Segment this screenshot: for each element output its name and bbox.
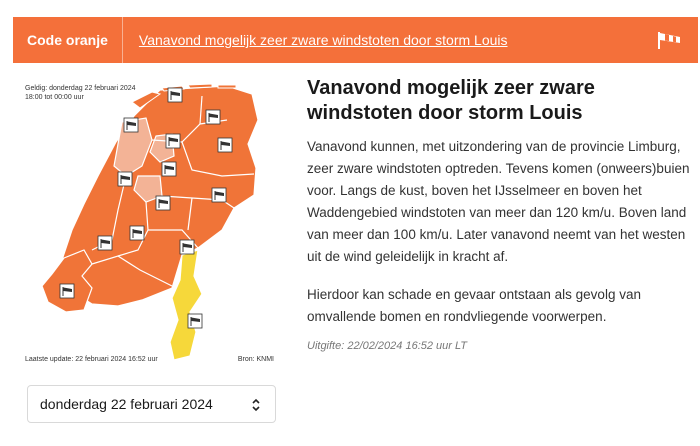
windsock-icon	[166, 134, 180, 148]
windsock-icon	[168, 88, 182, 102]
warning-article	[307, 76, 692, 352]
windsock-icon	[98, 236, 112, 250]
article-paragraph-1: Vanavond kunnen, met uitzondering van de provincie Limburg, zeer zware windstoten optreden. Tevens komen (onweers)buien voor. Langs de kust, boven het IJsselmeer en boven het Waddengebied windstoten van meer dan 120 km/u. Boven land van meer dan 100 km/u. Later vanavond neemt van het westen uit de wind geleidelijk in kracht af.	[307, 139, 690, 264]
windsock-icon	[162, 162, 176, 176]
warning-level-badge: Code oranje	[13, 17, 123, 63]
warning-banner	[13, 17, 698, 63]
windsock-icon	[656, 30, 682, 50]
warning-headline-link[interactable]: Vanavond mogelijk zeer zware windstoten door storm Louis	[138, 32, 508, 48]
article-title: Vanavond mogelijk zeer zware windstoten door storm Louis	[307, 77, 595, 124]
region-zeeland	[42, 250, 92, 312]
windsock-icon	[188, 314, 202, 328]
windsock-icon	[212, 188, 226, 202]
last-update: Laatste update: 22 februari 2024 16:52 uur	[25, 356, 158, 363]
article-paragraph-2: Hierdoor kan schade en gevaar ontstaan als gevolg van omvallende bomen en rondvliegende voorwerpen.	[307, 287, 641, 324]
map-source: Bron: KNMI	[237, 356, 274, 363]
issued-timestamp: Uitgifte: 22/02/2024 16:52 uur LT	[307, 340, 468, 352]
windsock-icon	[124, 118, 138, 132]
date-select-value: donderdag 22 februari 2024	[40, 396, 213, 412]
windsock-icon	[156, 196, 170, 210]
windsock-icon	[118, 172, 132, 186]
valid-time: 18:00 tot 00:00 uur	[25, 94, 84, 101]
chevron-up-down-icon	[251, 396, 261, 414]
windsock-icon	[60, 284, 74, 298]
valid-period: Geldig: donderdag 22 februari 2024	[25, 85, 136, 92]
netherlands-map	[22, 80, 276, 370]
windsock-icon	[180, 240, 194, 254]
windsock-icon	[218, 138, 232, 152]
windsock-icon	[206, 110, 220, 124]
date-select[interactable]	[27, 385, 276, 423]
warning-map	[22, 80, 276, 370]
windsock-icon	[130, 226, 144, 240]
